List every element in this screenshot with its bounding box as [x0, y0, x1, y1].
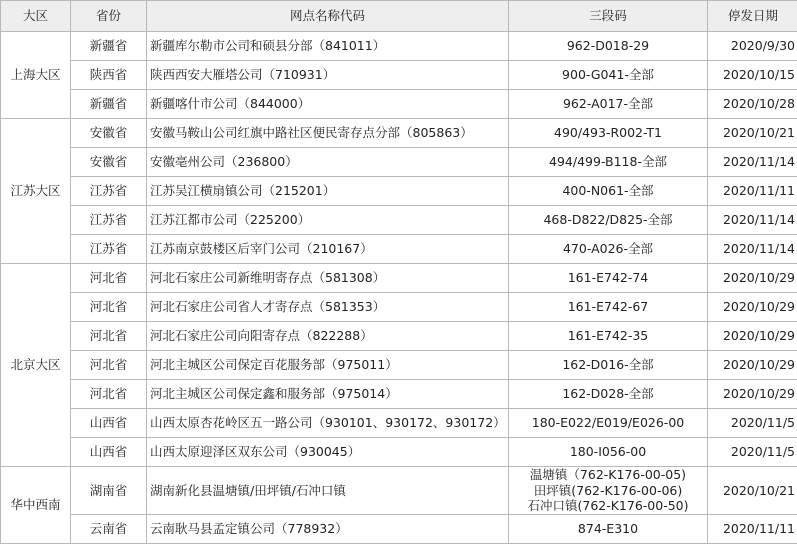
- province-cell: 陕西省: [71, 61, 147, 90]
- header-region: 大区: [1, 1, 71, 32]
- table-row: [1, 409, 797, 438]
- table-row: [1, 177, 797, 206]
- stop-date-cell: 2020/11/11: [708, 514, 797, 543]
- header-segment-code: 三段码: [509, 1, 708, 32]
- segment-code-cell: [509, 438, 708, 467]
- table-row: [1, 293, 797, 322]
- table-row: [1, 32, 797, 61]
- outlet-name-cell: 江苏江都市公司（225200）: [147, 206, 509, 235]
- table-row: [1, 467, 797, 515]
- segment-code-cell: [509, 467, 708, 515]
- segment-code-cell: [509, 177, 708, 206]
- table-row: [1, 264, 797, 293]
- segment-code-line: 161-E742-67: [512, 299, 704, 315]
- outlet-name-cell: 云南耿马县孟定镇公司（778932）: [147, 514, 509, 543]
- table-body: [1, 32, 797, 544]
- segment-code-cell: [509, 206, 708, 235]
- segment-code-line: 田坪镇(762-K176-00-06): [512, 483, 704, 499]
- outlet-name-cell: 陕西西安大雁塔公司（710931）: [147, 61, 509, 90]
- outlet-name-cell: 河北石家庄公司省人才寄存点（581353）: [147, 293, 509, 322]
- outlet-name-cell: 江苏吴江横扇镇公司（215201）: [147, 177, 509, 206]
- outlet-name-cell: 新疆库尔勒市公司和硕县分部（841011）: [147, 32, 509, 61]
- segment-code-cell: [509, 32, 708, 61]
- stop-date-cell: 2020/11/14: [708, 148, 797, 177]
- outlet-name-cell: 河北石家庄公司新维明寄存点（581308）: [147, 264, 509, 293]
- province-cell: 河北省: [71, 293, 147, 322]
- segment-code-cell: [509, 119, 708, 148]
- segment-code-line: 490/493-R002-T1: [512, 125, 704, 141]
- segment-code-cell: [509, 235, 708, 264]
- segment-code-cell: [509, 61, 708, 90]
- province-cell: 山西省: [71, 438, 147, 467]
- province-cell: 山西省: [71, 409, 147, 438]
- stop-date-cell: 2020/11/14: [708, 206, 797, 235]
- stop-date-cell: 2020/11/11: [708, 177, 797, 206]
- segment-code-line: 470-A026-全部: [512, 241, 704, 257]
- outlet-name-cell: 安徽亳州公司（236800）: [147, 148, 509, 177]
- outlet-name-cell: 河北石家庄公司向阳寄存点（822288）: [147, 322, 509, 351]
- outlet-name-cell: 新疆喀什市公司（844000）: [147, 90, 509, 119]
- stop-date-cell: 2020/10/29: [708, 322, 797, 351]
- stop-date-cell: 2020/10/29: [708, 264, 797, 293]
- province-cell: 河北省: [71, 380, 147, 409]
- region-cell: 北京大区: [1, 264, 71, 467]
- segment-code-line: 161-E742-74: [512, 270, 704, 286]
- outlet-name-cell: 山西太原迎泽区双东公司（930045）: [147, 438, 509, 467]
- region-cell: 上海大区: [1, 32, 71, 119]
- segment-code-line: 温塘镇（762-K176-00-05): [512, 467, 704, 483]
- table-row: [1, 61, 797, 90]
- outlet-name-cell: 安徽马鞍山公司红旗中路社区便民寄存点分部（805863）: [147, 119, 509, 148]
- stop-date-cell: 2020/10/21: [708, 467, 797, 515]
- province-cell: 新疆省: [71, 90, 147, 119]
- province-cell: 河北省: [71, 351, 147, 380]
- stop-date-cell: 2020/10/21: [708, 119, 797, 148]
- segment-code-cell: [509, 351, 708, 380]
- province-cell: 安徽省: [71, 119, 147, 148]
- segment-code-line: 162-D016-全部: [512, 357, 704, 373]
- stop-date-cell: 2020/10/28: [708, 90, 797, 119]
- stop-date-cell: 2020/10/29: [708, 293, 797, 322]
- segment-code-cell: [509, 409, 708, 438]
- province-cell: 湖南省: [71, 467, 147, 515]
- header-row: [1, 1, 797, 32]
- segment-code-line: 468-D822/D825-全部: [512, 212, 704, 228]
- province-cell: 安徽省: [71, 148, 147, 177]
- table-row: [1, 351, 797, 380]
- stop-date-cell: 2020/9/30: [708, 32, 797, 61]
- table-row: [1, 90, 797, 119]
- outlet-name-cell: 江苏南京鼓楼区后宰门公司（210167）: [147, 235, 509, 264]
- region-cell: 华中西南: [1, 467, 71, 544]
- header-stop-date: 停发日期: [708, 1, 797, 32]
- segment-code-cell: [509, 264, 708, 293]
- stop-date-cell: 2020/11/14: [708, 235, 797, 264]
- province-cell: 云南省: [71, 514, 147, 543]
- segment-code-line: 180-E022/E019/E026-00: [512, 415, 704, 431]
- province-cell: 河北省: [71, 264, 147, 293]
- table-row: [1, 322, 797, 351]
- province-cell: 江苏省: [71, 206, 147, 235]
- table-row: [1, 148, 797, 177]
- segment-code-cell: [509, 90, 708, 119]
- header-province: 省份: [71, 1, 147, 32]
- segment-code-cell: [509, 380, 708, 409]
- segment-code-line: 900-G041-全部: [512, 67, 704, 83]
- segment-code-line: 962-D018-29: [512, 38, 704, 54]
- province-cell: 新疆省: [71, 32, 147, 61]
- stop-date-cell: 2020/10/29: [708, 380, 797, 409]
- segment-code-cell: [509, 322, 708, 351]
- segment-code-line: 石冲口镇(762-K176-00-50): [512, 498, 704, 514]
- table-row: [1, 119, 797, 148]
- outlet-name-cell: 河北主城区公司保定鑫和服务部（975014）: [147, 380, 509, 409]
- stop-date-cell: 2020/10/15: [708, 61, 797, 90]
- outlet-name-cell: 河北主城区公司保定百花服务部（975011）: [147, 351, 509, 380]
- province-cell: 江苏省: [71, 235, 147, 264]
- segment-code-cell: [509, 293, 708, 322]
- segment-code-cell: [509, 514, 708, 543]
- region-cell: 江苏大区: [1, 119, 71, 264]
- header-outlet-name: 网点名称代码: [147, 1, 509, 32]
- table-row: [1, 380, 797, 409]
- segment-code-line: 874-E310: [512, 521, 704, 537]
- table-row: [1, 206, 797, 235]
- stop-date-cell: 2020/11/5: [708, 409, 797, 438]
- province-cell: 江苏省: [71, 177, 147, 206]
- segment-code-line: 161-E742-35: [512, 328, 704, 344]
- segment-code-line: 494/499-B118-全部: [512, 154, 704, 170]
- table-row: [1, 514, 797, 543]
- outlet-name-cell: 山西太原杏花岭区五一路公司（930101、930172、930172）: [147, 409, 509, 438]
- segment-code-line: 180-I056-00: [512, 444, 704, 460]
- province-cell: 河北省: [71, 322, 147, 351]
- segment-code-line: 400-N061-全部: [512, 183, 704, 199]
- segment-code-line: 962-A017-全部: [512, 96, 704, 112]
- segment-code-cell: [509, 148, 708, 177]
- outlet-name-cell: 湖南新化县温塘镇/田坪镇/石冲口镇: [147, 467, 509, 515]
- table-row: [1, 235, 797, 264]
- segment-code-line: 162-D028-全部: [512, 386, 704, 402]
- table-row: [1, 438, 797, 467]
- stop-date-cell: 2020/10/29: [708, 351, 797, 380]
- stop-date-cell: 2020/11/5: [708, 438, 797, 467]
